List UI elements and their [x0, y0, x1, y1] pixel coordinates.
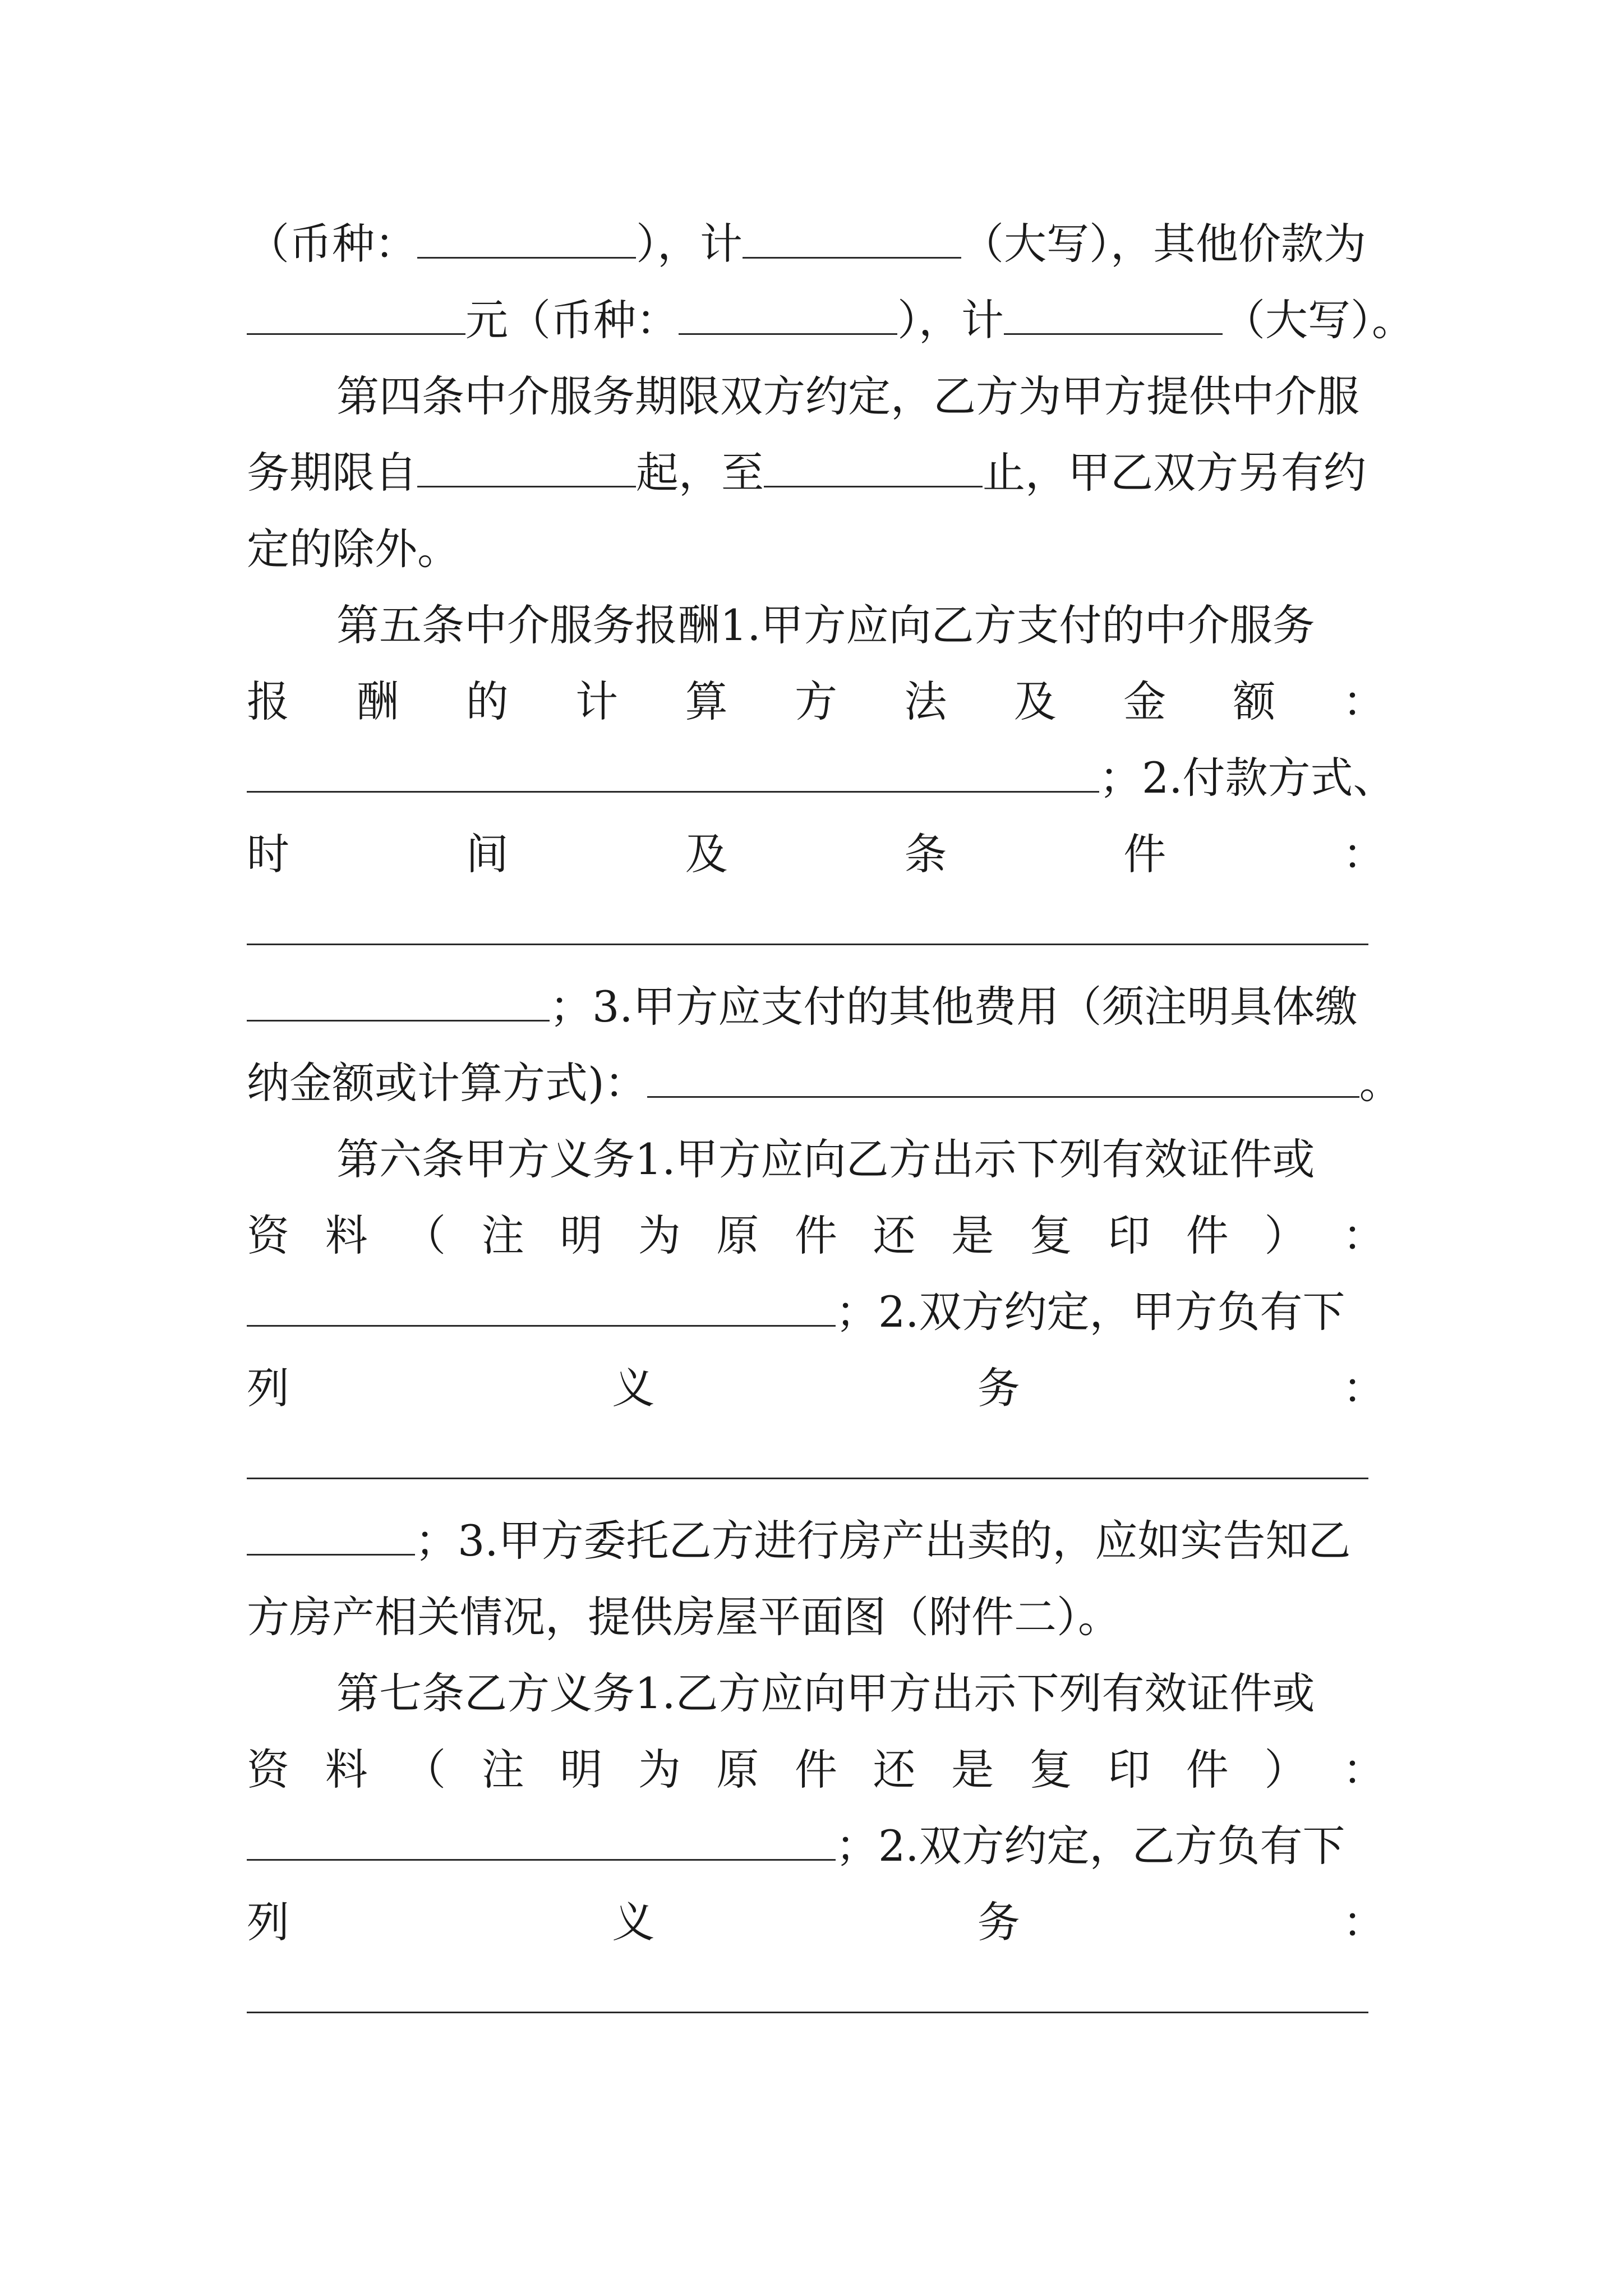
- text-segment: 第七条乙方义务1.乙方应向甲方出示下列有效证件或: [336, 1668, 1315, 1718]
- text-segment: 。: [1359, 1058, 1402, 1108]
- text-segment: ；3.甲方委托乙方进行房产出卖的，应如实告知乙: [415, 1516, 1351, 1566]
- text-line: [247, 1959, 1385, 2038]
- char: ）: [1264, 1211, 1307, 1260]
- blank-field[interactable]: [247, 298, 465, 335]
- char: ：: [1342, 1363, 1385, 1413]
- text-segment: 元（币种：: [465, 295, 679, 345]
- char: 条: [904, 829, 947, 879]
- char: 为: [638, 1211, 681, 1260]
- text-line: [247, 510, 1385, 588]
- text-segment: 方房产相关情况，提供房屋平面图（附件二）。: [247, 1592, 1121, 1642]
- text-segment: ；2.付款方式、: [1099, 753, 1396, 803]
- text-segment: 定的除外。: [247, 524, 460, 574]
- char: 印: [1108, 1745, 1151, 1795]
- char: 印: [1108, 1211, 1151, 1260]
- text-line-justified: [247, 1731, 1385, 1809]
- text-line: [336, 586, 1402, 665]
- char: 及: [685, 829, 728, 879]
- blank-field[interactable]: [247, 756, 1099, 793]
- char: 原: [716, 1211, 759, 1260]
- char: （: [403, 1211, 446, 1260]
- char: 间: [465, 829, 509, 879]
- char: （: [403, 1745, 446, 1795]
- char: ）: [1264, 1745, 1307, 1795]
- blank-field[interactable]: [1004, 298, 1223, 335]
- char: 务: [977, 1897, 1020, 1947]
- blank-field[interactable]: [764, 451, 983, 487]
- char: 明: [560, 1211, 603, 1260]
- text-segment: ），计: [636, 219, 743, 269]
- text-line: [247, 739, 1396, 817]
- char: 件: [1186, 1211, 1229, 1260]
- char: 计: [575, 677, 619, 726]
- text-line-justified: [247, 815, 1385, 894]
- char: 注: [481, 1211, 524, 1260]
- char: 报: [247, 677, 289, 726]
- text-segment: 起，至: [636, 448, 764, 498]
- text-line: [247, 1044, 1402, 1122]
- blank-field[interactable]: [417, 451, 636, 487]
- text-line-justified: [247, 1349, 1385, 1428]
- text-segment: （币种：: [247, 219, 417, 269]
- char: 义: [612, 1897, 655, 1947]
- text-line-justified: [247, 1197, 1385, 1275]
- text-segment: 第四条中介服务期限双方约定，乙方为甲方提供中介服: [336, 371, 1359, 421]
- char: 是: [951, 1745, 994, 1795]
- char: 注: [481, 1745, 524, 1795]
- char: 明: [560, 1745, 603, 1795]
- char: 还: [873, 1211, 916, 1260]
- blank-field[interactable]: [417, 222, 636, 259]
- char: ：: [1342, 677, 1385, 726]
- char: ：: [1342, 1745, 1385, 1795]
- char: 法: [904, 677, 947, 726]
- blank-field[interactable]: [247, 985, 550, 1022]
- char: 及: [1013, 677, 1057, 726]
- char: 为: [638, 1745, 681, 1795]
- char: 酬: [356, 677, 399, 726]
- text-segment: 务期限自: [247, 448, 417, 498]
- blank-field[interactable]: [743, 222, 961, 259]
- blank-field[interactable]: [679, 298, 897, 335]
- char: 列: [247, 1897, 289, 1947]
- char: 金: [1123, 677, 1166, 726]
- char: 方: [794, 677, 837, 726]
- char: 算: [685, 677, 728, 726]
- blank-field[interactable]: [247, 1519, 415, 1556]
- text-segment: 纳金额或计算方式)：: [247, 1058, 647, 1108]
- char: 的: [465, 677, 509, 726]
- text-line: [247, 968, 1385, 1046]
- text-line: [336, 357, 1402, 436]
- text-segment: ；2.双方约定，甲方负有下: [836, 1287, 1345, 1337]
- char: 还: [873, 1745, 916, 1795]
- blank-field[interactable]: [247, 1977, 1368, 2013]
- text-line: [336, 1654, 1402, 1733]
- text-line-justified: [247, 662, 1385, 741]
- char: 料: [325, 1211, 368, 1260]
- text-line: [247, 205, 1385, 283]
- blank-field[interactable]: [247, 1290, 836, 1327]
- char: 件: [794, 1211, 837, 1260]
- char: 复: [1029, 1211, 1072, 1260]
- char: 资: [247, 1745, 289, 1795]
- blank-field[interactable]: [247, 1443, 1368, 1479]
- text-line: [247, 281, 1414, 360]
- char: 务: [977, 1363, 1020, 1413]
- text-segment: 止，甲乙双方另有约: [983, 448, 1366, 498]
- char: 额: [1233, 677, 1276, 726]
- char: 是: [951, 1211, 994, 1260]
- char: 件: [1123, 829, 1166, 879]
- char: ：: [1342, 829, 1385, 879]
- char: 时: [247, 829, 289, 879]
- text-line: [247, 1502, 1385, 1580]
- char: 列: [247, 1363, 289, 1413]
- text-segment: ），计: [897, 295, 1004, 345]
- text-line: [336, 1120, 1402, 1199]
- text-segment: ；3.甲方应支付的其他费用（须注明具体缴: [550, 982, 1358, 1032]
- blank-field[interactable]: [247, 909, 1368, 945]
- char: 件: [794, 1745, 837, 1795]
- char: 义: [612, 1363, 655, 1413]
- text-line: [247, 1425, 1385, 1504]
- char: 原: [716, 1745, 759, 1795]
- char: ：: [1342, 1897, 1385, 1947]
- text-segment: 第五条中介服务报酬1.甲方应向乙方支付的中介服务: [336, 600, 1315, 650]
- text-segment: 第六条甲方义务1.甲方应向乙方出示下列有效证件或: [336, 1134, 1315, 1184]
- text-line: [247, 1578, 1385, 1657]
- char: 料: [325, 1745, 368, 1795]
- text-line: [247, 891, 1385, 970]
- char: 复: [1029, 1745, 1072, 1795]
- char: 资: [247, 1211, 289, 1260]
- char: 件: [1186, 1745, 1229, 1795]
- blank-field[interactable]: [647, 1061, 1359, 1098]
- text-segment: （大写），其他价款为: [961, 219, 1366, 269]
- text-line: [247, 1273, 1385, 1351]
- blank-field[interactable]: [247, 1824, 836, 1861]
- text-line-justified: [247, 1883, 1385, 1962]
- text-segment: （大写）。: [1223, 295, 1414, 345]
- text-line: [247, 434, 1385, 512]
- text-line: [247, 1807, 1385, 1885]
- text-segment: ；2.双方约定，乙方负有下: [836, 1821, 1345, 1871]
- char: ：: [1342, 1211, 1385, 1260]
